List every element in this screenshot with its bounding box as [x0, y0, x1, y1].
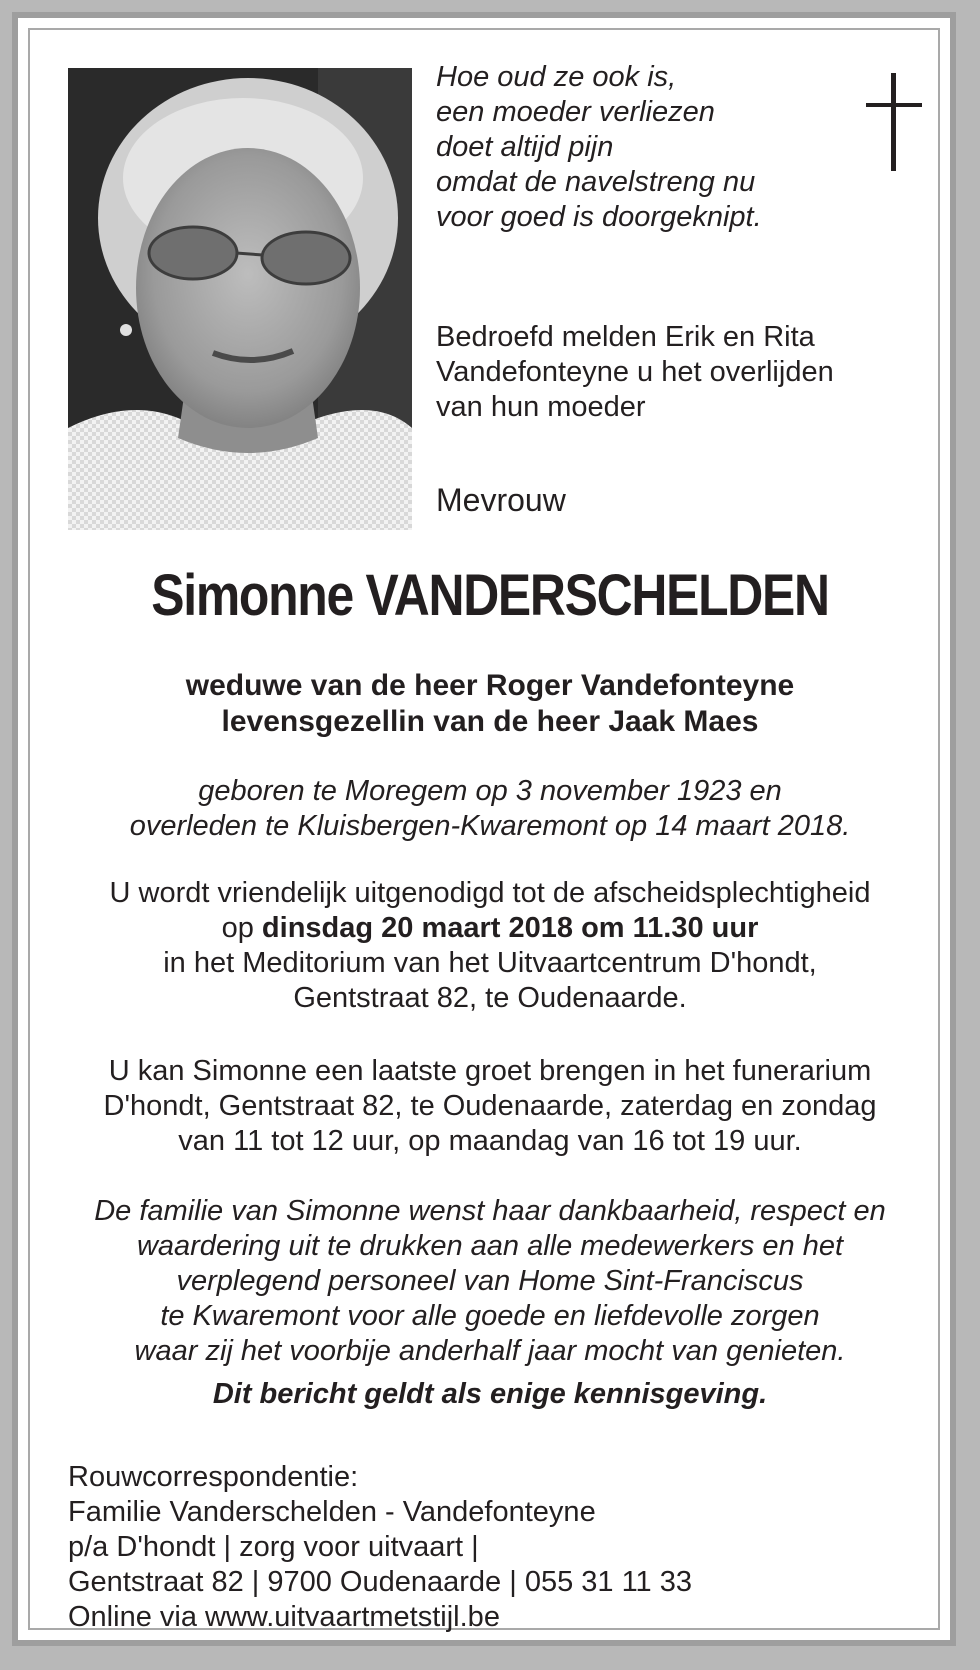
obituary-card [12, 12, 956, 1646]
thanks [30, 1194, 950, 1369]
announcement [436, 320, 834, 425]
invitation [30, 876, 950, 1016]
website-link[interactable]: Online via www.uitvaartmetstijl.be [68, 1601, 500, 1633]
relation-line: weduwe van de heer Roger Vandefonteyne [185, 669, 795, 702]
salutation: Mevrouw [436, 482, 566, 518]
ceremony-date: dinsdag 20 maart 2018 om 11.30 uur [261, 912, 759, 944]
invitation-prefix: op [221, 912, 262, 944]
correspondence-line: Rouwcorrespondentie: [68, 1461, 359, 1493]
invitation-line: U wordt vriendelijk uitgenodigd tot de afscheidsplechtigheid [109, 877, 871, 909]
visitation-line: D'hondt, Gentstraat 82, te Oudenaarde, zaterdag en zondag [103, 1090, 877, 1122]
thanks-line: waar zij het voorbije anderhalf jaar mocht van genieten. [134, 1335, 846, 1367]
poem-line: doet altijd pijn [436, 131, 614, 163]
deceased-name: Simonne VANDERSCHELDEN [151, 563, 829, 628]
thanks-line: waardering uit te drukken aan alle medewerkers en het [136, 1230, 844, 1262]
invitation-line: in het Meditorium van het Uitvaartcentrum D'hondt, [163, 947, 817, 979]
birth-death [30, 774, 950, 844]
notice: Dit bericht geldt als enige kennisgeving. [212, 1378, 768, 1410]
invitation-line: Gentstraat 82, te Oudenaarde. [293, 982, 687, 1014]
thanks-line: verplegend personeel van Home Sint-Franciscus [176, 1265, 804, 1297]
announcement-line: Vandefonteyne u het overlijden [436, 356, 834, 388]
poem [436, 60, 762, 235]
relation-line: levensgezellin van de heer Jaak Maes [221, 705, 759, 738]
invitation-date-line [30, 911, 950, 946]
visitation-line: U kan Simonne een laatste groet brengen in het funerarium [108, 1055, 872, 1087]
poem-line: omdat de navelstreng nu [436, 166, 756, 198]
correspondence-line: Gentstraat 82 | 9700 Oudenaarde | 055 31 11 33 [68, 1566, 692, 1598]
visitation-line: van 11 tot 12 uur, op maandag van 16 tot 19 uur. [178, 1125, 802, 1157]
thanks-line: De familie van Simonne wenst haar dankbaarheid, respect en [94, 1195, 886, 1227]
correspondence-line: p/a D'hondt | zorg voor uitvaart | [68, 1531, 479, 1563]
birth-line: geboren te Moregem op 3 november 1923 en [198, 775, 782, 807]
poem-line: voor goed is doorgeknipt. [436, 201, 762, 233]
poem-line: Hoe oud ze ook is, [436, 61, 677, 93]
death-line: overleden te Kluisbergen-Kwaremont op 14 maart 2018. [129, 810, 851, 842]
visitation [30, 1054, 950, 1159]
inner-frame [28, 28, 940, 1633]
announcement-line: van hun moeder [436, 391, 646, 423]
correspondence-line: Familie Vanderschelden - Vandefonteyne [68, 1496, 596, 1528]
cross-icon [866, 73, 922, 171]
thanks-line: te Kwaremont voor alle goede en liefdevolle zorgen [160, 1300, 820, 1332]
poem-line: een moeder verliezen [436, 96, 715, 128]
correspondence [68, 1460, 692, 1635]
portrait-photo [68, 68, 412, 530]
relations [30, 668, 950, 740]
announcement-line: Bedroefd melden Erik en Rita [436, 321, 815, 353]
